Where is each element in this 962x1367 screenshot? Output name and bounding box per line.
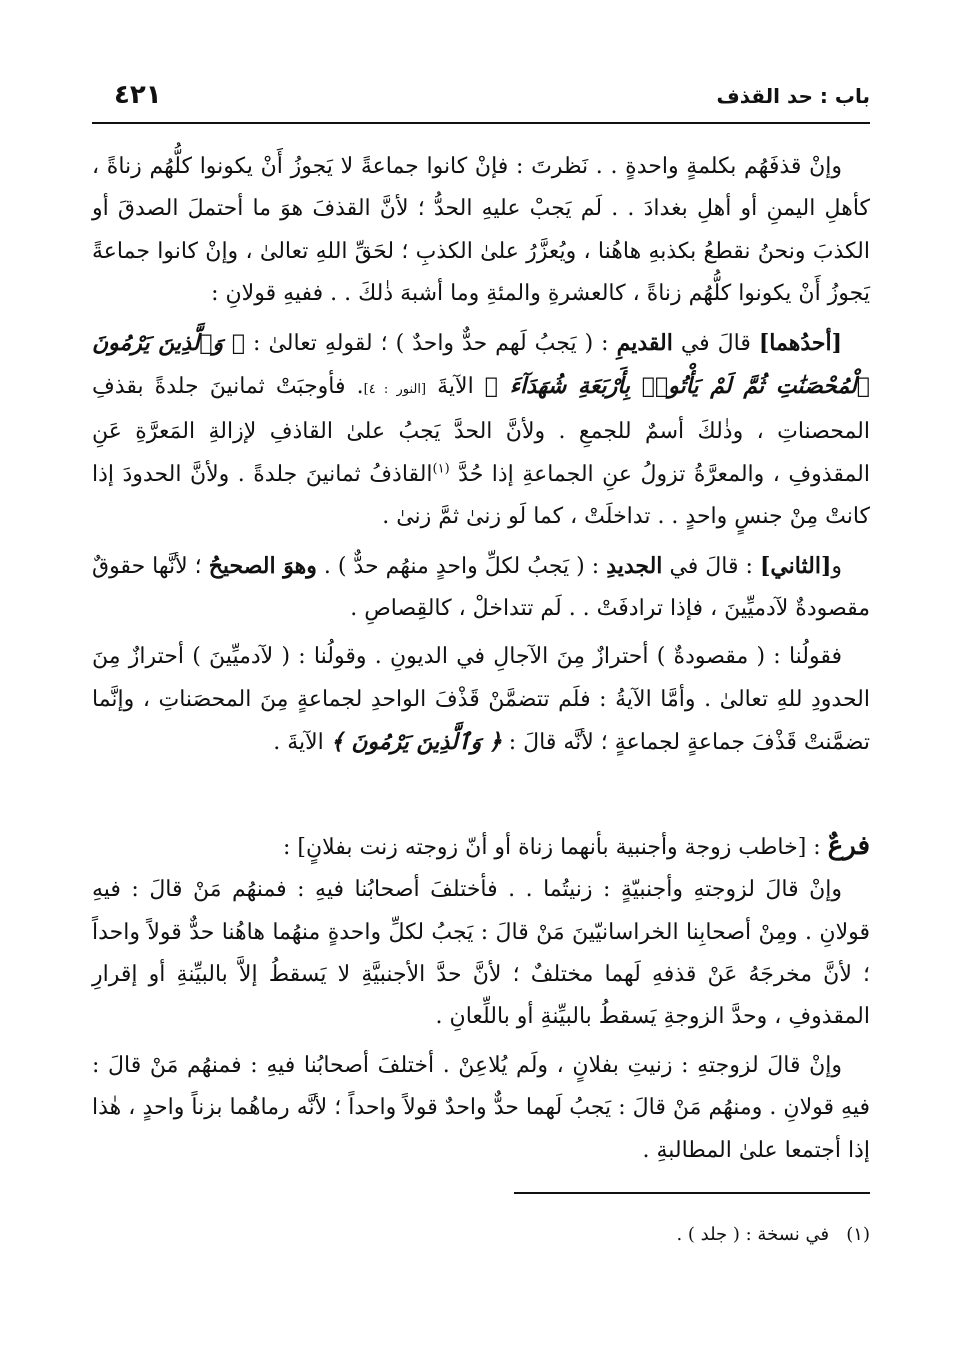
old-madhhab-term: القديمِ	[616, 329, 673, 356]
text-span: القاذفُ ثمانينَ جلدةً . ولأنَّ الحدودَ إذا كانتْ مِنْ جنسٍ واحدٍ . . تداخلَتْ ، كما لَو زنىٰ ثمَّ زنىٰ .	[92, 461, 870, 530]
branch-label: فرعٌ	[827, 830, 870, 861]
quran-verse: ﴿ وَٱلَّذِينَ يَرْمُونَ ٱلْمُحْصَنَٰتِ ثُمَّ لَمْ يَأْتُوا۟ بِأَرْبَعَةِ شُهَدَآءَ ﴾	[92, 329, 870, 400]
footnote	[92, 1220, 870, 1250]
paragraph-2	[92, 322, 870, 539]
text-span: قالَ في	[672, 330, 759, 356]
paragraph-1: وإنْ قذفَهُم بكلمةٍ واحدةٍ . . نَظرتَ : فإنْ كانوا جماعةً لا يَجوزُ أَنْ يكونوا كلُّهُم زناةً ، كأهلِ اليمنِ أو أهلِ بغدادَ . . لَم يَجبْ عليهِ الحدُّ ؛ لأنَّ القذفَ هوَ ما أحتملَ الصدقَ أو الكذبَ ونحنُ نقطعُ بكذبهِ هاهُنا ، ويُعزَّرُ علىٰ الكذبِ ؛ لحَقِّ اللهِ تعالىٰ ، وإنْ كانوا جماعةً يَجوزُ أَنْ يكونوا كلُّهُم زناةً ، كالعشرةِ والمئةِ وما أشبهَ ذٰلكَ . . ففيهِ قولانِ :	[92, 154, 870, 307]
running-title: باب : حد القذف	[716, 84, 870, 108]
page-number: ٤٢١	[114, 80, 162, 110]
page-header	[92, 78, 870, 124]
second-opinion-label: [الثاني]	[759, 552, 832, 579]
text-span: الآيةَ	[426, 374, 485, 400]
footnote-text: في نسخة : ( جلد ) .	[676, 1223, 830, 1245]
footnote-divider	[514, 1192, 870, 1194]
quran-verse: ﴿ وَٱلَّذِينَ يَرْمُونَ ﴾	[330, 729, 502, 756]
branch-heading	[92, 825, 870, 869]
footnote-marker: (١)	[432, 461, 450, 477]
footnote-number: (١)	[846, 1223, 870, 1245]
paragraph-5: وإنْ قالَ لزوجتهِ وأجنبيّةٍ : زنيتُما . . فأختلفَ أصحابُنا فيهِ : فمنهُم مَنْ قالَ : فيهِ قولانِ . ومِنْ أصحابِنا الخراسانيّينَ مَنْ قالَ : يَجبُ لكلِّ واحدةٍ منهُما هاهُنا حدٌّ قولاً واحداً ؛ لأنَّ مخرجَهُ عَنْ قذفهِ لَهما مختلفٌ ؛ لأنَّ حدَّ الأجنبيَّةِ لا يَسقطُ إلاَّ بالبيِّنةِ أو إقرارِ المقذوفِ ، وحدَّ الزوجةِ يَسقطُ بالبيِّنةِ أو باللِّعانِ .	[92, 877, 870, 1030]
verse-reference: [النور : ٤]	[363, 382, 427, 398]
new-madhhab-term: الجديدِ	[606, 552, 663, 579]
text-span: : ( يَجبُ لكلِّ واحدٍ منهُم حدٌّ ) .	[316, 553, 607, 579]
text-span: و	[831, 553, 842, 579]
book-page	[92, 78, 870, 1250]
text-span: ؛ لأنَّها حقوقٌ مقصودةٌ لآدميِّينَ ، فإذا ترادفَتْ . . لَم تتداخلْ ، كالقِصاصِ .	[92, 553, 870, 622]
text-span: : ( يَجبُ لَهم حدٌّ واحدٌ ) ؛ لقولهِ تعالىٰ :	[245, 330, 617, 356]
branch-title: : [خاطب زوجة وأجنبية بأنهما زناة أو أنّ زوجته زنت بفلانٍ] :	[283, 834, 828, 860]
text-span: فقولُنا : ( مقصودةٌ ) أحترازٌ مِنَ الآجالِ في الديونِ . وقولُنا : ( لآدميِّينَ ) أحترازٌ مِنَ الحدودِ للهِ تعالىٰ . وأمَّا الآيةُ : فلَم تتضمَّنْ قَذْفَ الواحدِ لجماعةٍ مِنَ المحصَناتِ ، وإنَّما تضمَّنتْ قَذْفَ جماعةٍ لجماعةٍ ؛ لأنَّه قالَ :	[92, 644, 870, 756]
main-text	[92, 146, 870, 1172]
text-span: . فأوجبَتْ ثمانينَ جلدةً بقذفِ المحصناتِ ، وذٰلكَ أسمٌ للجمعِ . ولأنَّ الحدَّ يَجبُ علىٰ القاذفِ لإزالةِ المَعرَّةِ عَنِ المقذوفِ ، والمعرَّةُ تزولُ عنِ الجماعةِ إذا حُدَّ	[92, 374, 870, 487]
paragraph-6: وإنْ قالَ لزوجتهِ : زنيتِ بفلانٍ ، ولَم يُلاعِنْ . أختلفَ أصحابُنا فيهِ : فمنهُم مَنْ قالَ : فيهِ قولانِ . ومنهُم مَنْ قالَ : يَجبُ لَهما حدٌّ واحدٌ قولاً واحداً ؛ لأنَّه رماهُما بزناً واحدٍ ، هٰذا إذا أجتمعا علىٰ المطالبةِ .	[92, 1052, 870, 1163]
correct-opinion-label: وهوَ الصحيحُ	[208, 552, 317, 579]
first-opinion-label: [أحدُهما]	[758, 329, 842, 356]
text-span: الآيةَ .	[273, 730, 331, 756]
paragraph-4	[92, 636, 870, 764]
paragraph-3	[92, 545, 870, 631]
text-span: : قالَ في	[662, 553, 760, 579]
